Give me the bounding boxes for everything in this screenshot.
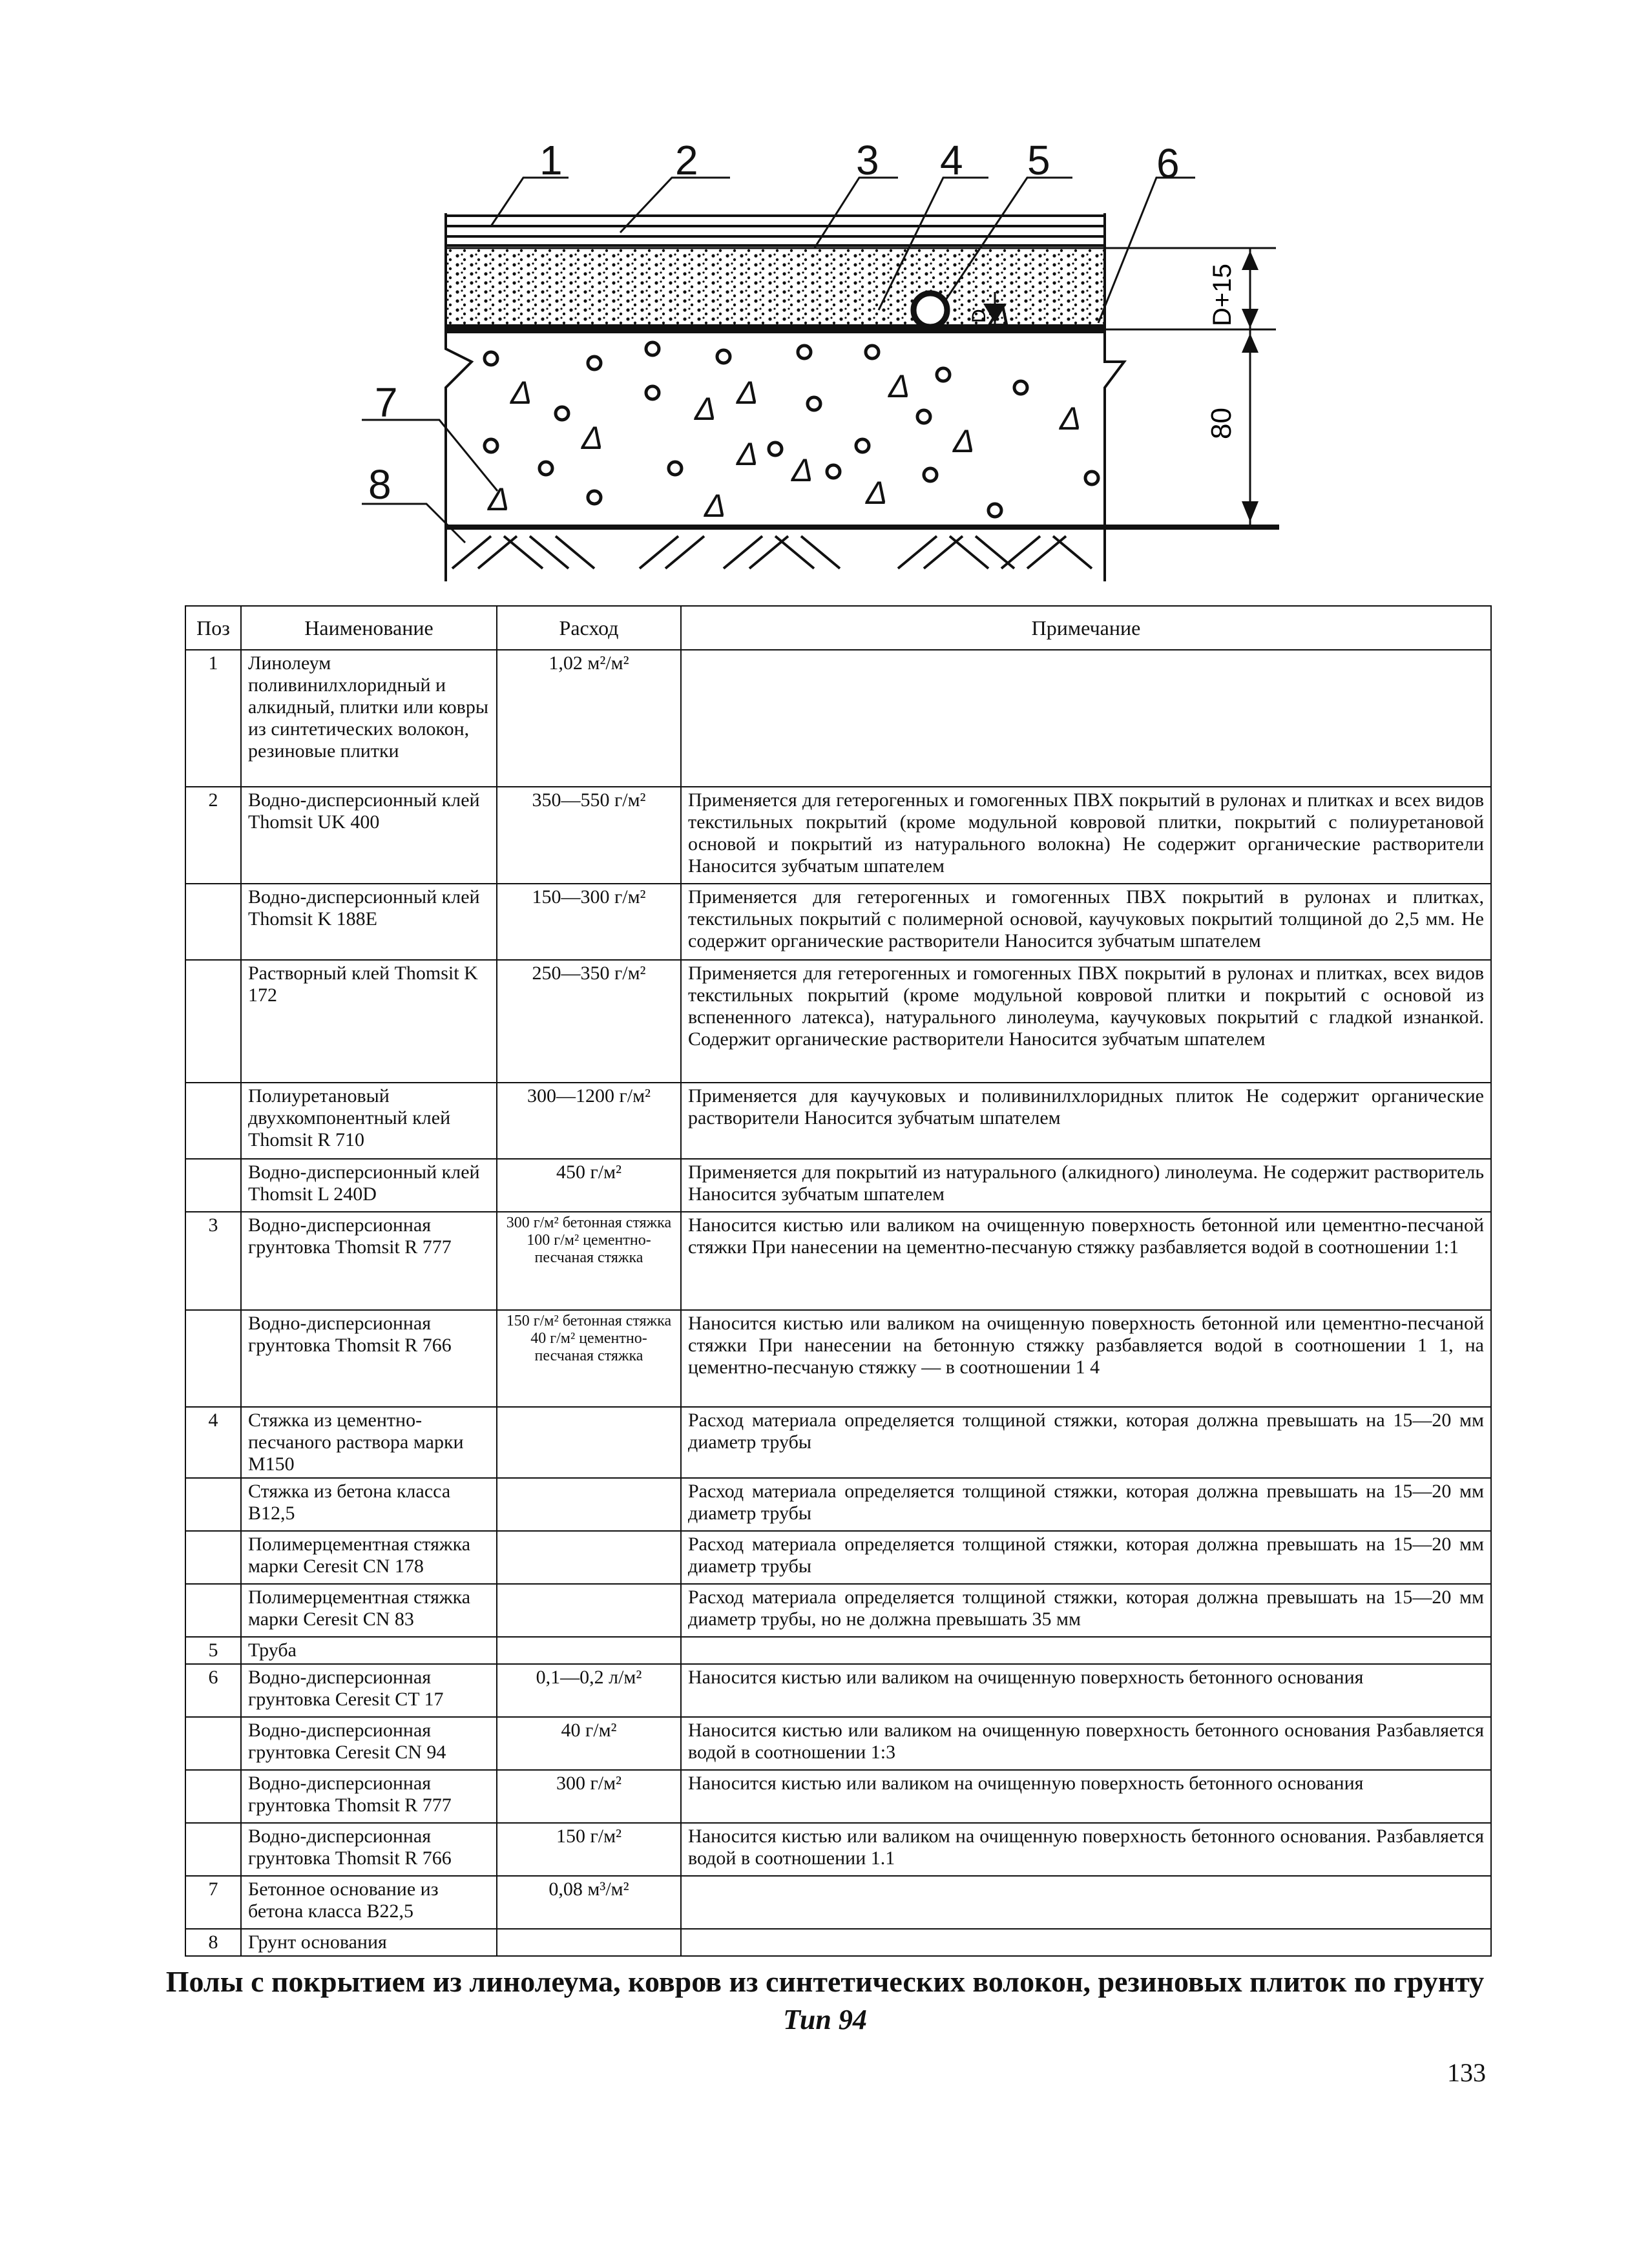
callout-5: 5 (1027, 137, 1050, 183)
table-row (185, 1584, 1491, 1637)
table-row (185, 1159, 1491, 1212)
table-header-row (185, 606, 1491, 650)
cell-rate: 40 г/м² (497, 1717, 681, 1770)
cell-pos: 6 (185, 1664, 241, 1717)
cell-pos: 2 (185, 787, 241, 884)
table-row (185, 1664, 1491, 1717)
table-row (185, 1083, 1491, 1159)
svg-text:Δ: Δ (988, 297, 1010, 333)
table-row (185, 1770, 1491, 1823)
cell-name: Водно-дисперсионная грунтовка Ceresit CN 94 (241, 1717, 497, 1770)
materials-table (185, 605, 1492, 1957)
cell-pos: 5 (185, 1637, 241, 1664)
callout-3: 3 (856, 137, 879, 183)
callout-8: 8 (368, 461, 392, 508)
cell-note (681, 1876, 1491, 1929)
cell-rate: 150 г/м² (497, 1823, 681, 1876)
svg-text:Δ: Δ (704, 488, 726, 524)
cell-name: Водно-дисперсионный клей Thomsit K 188E (241, 884, 497, 960)
cell-note (681, 1929, 1491, 1956)
cell-rate: 250—350 г/м² (497, 960, 681, 1083)
cell-note: Наносится кистью или валиком на очищенную поверхность бетонного основания (681, 1664, 1491, 1717)
cell-name: Водно-дисперсионная грунтовка Ceresit CT 17 (241, 1664, 497, 1717)
finish-layers (446, 216, 1105, 245)
callout-1: 1 (539, 137, 563, 183)
page-number: 133 (1447, 2058, 1486, 2087)
figure-subcaption: Тип 94 (783, 2004, 867, 2035)
cell-name: Водно-дисперсионная грунтовка Thomsit R 766 (241, 1823, 497, 1876)
table-row (185, 1717, 1491, 1770)
callout-4: 4 (940, 137, 963, 183)
cell-note: Наносится кистью или валиком на очищенную поверхность бетонного основания. Разбавляется водой в соотношении 1.1 (681, 1823, 1491, 1876)
table-row (185, 650, 1491, 787)
cell-pos (185, 1823, 241, 1876)
cell-note: Расход материала определяется толщиной стяжки, которая должна превышать на 15—20 мм диаметр трубы (681, 1531, 1491, 1584)
cell-pos (185, 1584, 241, 1637)
table-row (185, 1531, 1491, 1584)
cell-note: Расход материала определяется толщиной стяжки, которая должна превышать на 15—20 мм диаметр трубы, но не должна превышать 35 мм (681, 1584, 1491, 1637)
cell-note (681, 1637, 1491, 1664)
cell-name: Бетонное основание из бетона класса В22,5 (241, 1876, 497, 1929)
cell-rate: 350—550 г/м² (497, 787, 681, 884)
cell-pos (185, 1478, 241, 1531)
cell-rate: 300 г/м² бетонная стяжка 100 г/м² цементно-песчаная стяжка (497, 1212, 681, 1310)
svg-text:Δ: Δ (510, 375, 532, 411)
cell-note: Применяется для гетерогенных и гомогенных ПВХ покрытий в рулонах и плитках, текстильных покрытий с полимерной основой, каучуковых покрытий толщиной до 2,5 мм. Не содержит органические растворители Наносится зубчатым шпателем (681, 884, 1491, 960)
cell-note: Наносится кистью или валиком на очищенную поверхность бетонного основания Разбавляется водой в соотношении 1:3 (681, 1717, 1491, 1770)
table-row (185, 1310, 1491, 1407)
svg-text:Δ: Δ (581, 420, 603, 456)
table-row (185, 1823, 1491, 1876)
cell-name: Растворный клей Thomsit K 172 (241, 960, 497, 1083)
svg-text:Δ: Δ (791, 452, 813, 488)
svg-text:Δ: Δ (736, 436, 758, 472)
table-row (185, 884, 1491, 960)
cell-name: Водно-дисперсионный клей Thomsit L 240D (241, 1159, 497, 1212)
cell-pos (185, 1159, 241, 1212)
cell-rate (497, 1531, 681, 1584)
cell-name: Полиуретановый двухкомпонентный клей Thomsit R 710 (241, 1083, 497, 1159)
cell-name: Водно-дисперсионный клей Thomsit UK 400 (241, 787, 497, 884)
cell-note: Применяется для гетерогенных и гомогенных ПВХ покрытий в рулонах и плитках и всех видов текстильных покрытий (кроме модульной ковровой плитки, покрытий с полиуретановой основой и покрытий из натурального волокна) Не содержит органические растворители Наносится зубчатым шпателем (681, 787, 1491, 884)
cell-rate: 0,08 м³/м² (497, 1876, 681, 1929)
table-row (185, 1478, 1491, 1531)
cell-name: Водно-дисперсионная грунтовка Thomsit R 766 (241, 1310, 497, 1407)
svg-text:Δ: Δ (736, 375, 758, 411)
dimension-bottom-label: 80 (1206, 408, 1237, 439)
cell-name: Полимерцементная стяжка марки Ceresit CN 178 (241, 1531, 497, 1584)
figure-caption: Полы с покрытием из линолеума, ковров из синтетических волокон, резиновых плиток по грунту (165, 1965, 1485, 1998)
cell-pos (185, 1310, 241, 1407)
dimension-top-label: D+15 (1208, 264, 1237, 326)
svg-text:Δ: Δ (866, 475, 888, 511)
cell-pos: 4 (185, 1407, 241, 1478)
table-row (185, 1929, 1491, 1956)
cell-rate: 150 г/м² бетонная стяжка 40 г/м² цементно-песчаная стяжка (497, 1310, 681, 1407)
cell-pos (185, 884, 241, 960)
cell-pos (185, 960, 241, 1083)
callout-7: 7 (375, 379, 398, 426)
table-row (185, 1876, 1491, 1929)
floor-section-diagram (0, 0, 1650, 601)
cell-pos (185, 1770, 241, 1823)
header-rate: Расход (497, 606, 681, 650)
table-row (185, 960, 1491, 1083)
cell-name: Полимерцементная стяжка марки Ceresit CN 83 (241, 1584, 497, 1637)
cell-note: Применяется для каучуковых и поливинилхлоридных плиток Не содержит органические растворители Наносится зубчатым шпателем (681, 1083, 1491, 1159)
cell-name: Труба (241, 1637, 497, 1664)
dimension-lines (1105, 248, 1276, 525)
table-row (185, 1212, 1491, 1310)
table-row (185, 1407, 1491, 1478)
cell-rate (497, 1637, 681, 1664)
cell-rate: 300—1200 г/м² (497, 1083, 681, 1159)
header-note: Примечание (681, 606, 1491, 650)
cell-pos (185, 1083, 241, 1159)
table-row (185, 787, 1491, 884)
callout-2: 2 (675, 137, 698, 183)
cell-rate (497, 1929, 681, 1956)
cell-rate: 0,1—0,2 л/м² (497, 1664, 681, 1717)
svg-text:Δ: Δ (694, 391, 716, 427)
cell-rate (497, 1584, 681, 1637)
cell-name: Грунт основания (241, 1929, 497, 1956)
leader-lines (362, 178, 1195, 543)
cell-note: Расход материала определяется толщиной стяжки, которая должна превышать на 15—20 мм диаметр трубы (681, 1478, 1491, 1531)
cell-name: Стяжка из бетона класса В12,5 (241, 1478, 497, 1531)
cell-name: Стяжка из цементно-песчаного раствора марки М150 (241, 1407, 497, 1478)
cell-note: Применяется для покрытий из натурального (алкидного) линолеума. Не содержит растворитель Наносится зубчатым шпателем (681, 1159, 1491, 1212)
cell-rate: 1,02 м²/м² (497, 650, 681, 787)
callout-6: 6 (1156, 140, 1180, 187)
cell-pos: 8 (185, 1929, 241, 1956)
cell-rate: 300 г/м² (497, 1770, 681, 1823)
ground-line (446, 525, 1279, 530)
cell-pos: 7 (185, 1876, 241, 1929)
cell-rate: 450 г/м² (497, 1159, 681, 1212)
cell-note (681, 650, 1491, 787)
table-row (185, 1637, 1491, 1664)
pipe-dimension-label: D (968, 309, 990, 323)
svg-text:Δ: Δ (488, 481, 510, 517)
cell-note: Наносится кистью или валиком на очищенную поверхность бетонного основания (681, 1770, 1491, 1823)
concrete-aggregate (485, 342, 1098, 517)
pipe-shape (914, 293, 947, 327)
svg-text:Δ: Δ (1060, 401, 1081, 437)
cell-pos: 3 (185, 1212, 241, 1310)
svg-text:Δ: Δ (888, 368, 910, 404)
cell-rate: 150—300 г/м² (497, 884, 681, 960)
cell-rate (497, 1478, 681, 1531)
cell-rate (497, 1407, 681, 1478)
cell-pos (185, 1717, 241, 1770)
cell-name: Водно-дисперсионная грунтовка Thomsit R 777 (241, 1770, 497, 1823)
svg-text:Δ: Δ (953, 423, 975, 459)
header-name: Наименование (241, 606, 497, 650)
header-pos: Поз (185, 606, 241, 650)
cell-note: Наносится кистью или валиком на очищенную поверхность бетонной или цементно-песчаной стяжки При нанесении на бетонную стяжку разбавляется водой в соотношении 1 1, на цементно-песчаную стяжку — в соотношении 1 4 (681, 1310, 1491, 1407)
cell-name: Водно-дисперсионная грунтовка Thomsit R 777 (241, 1212, 497, 1310)
cell-pos (185, 1531, 241, 1584)
cell-note: Наносится кистью или валиком на очищенную поверхность бетонной или цементно-песчаной стяжки При нанесении на цементно-песчаную стяжку разбавляется водой в соотношении 1:1 (681, 1212, 1491, 1310)
cell-note: Применяется для гетерогенных и гомогенных ПВХ покрытий в рулонах и плитках, всех видов текстильных покрытий (кроме модульной ковровой плитки и покрытий с основой из вспененного латекса), натурального линолеума, каучуковых покрытий с гладкой изнанкой. Содержит органические растворители Наносится зубчатым шпателем (681, 960, 1491, 1083)
concrete-base-outline (446, 333, 1124, 530)
cell-note: Расход материала определяется толщиной стяжки, которая должна превышать на 15—20 мм диаметр трубы (681, 1407, 1491, 1478)
cell-name: Линолеум поливинилхлоридный и алкидный, плитки или ковры из синтетических волокон, резиновые плитки (241, 650, 497, 787)
soil-hatching (452, 536, 1092, 568)
cell-pos: 1 (185, 650, 241, 787)
